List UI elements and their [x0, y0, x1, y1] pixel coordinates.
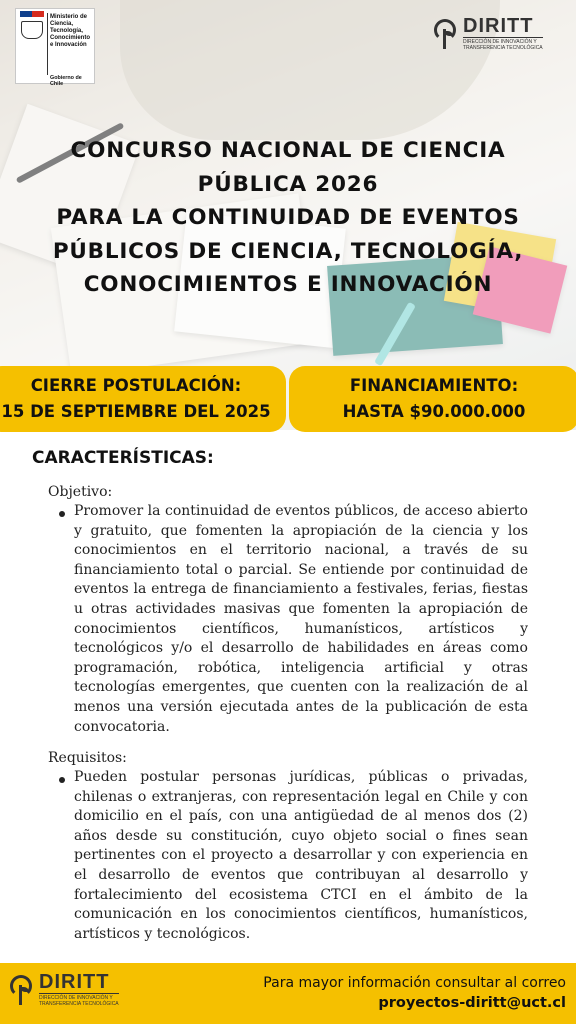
- diritt-logo-bottom: [8, 972, 119, 1007]
- deadline-label: CIERRE POSTULACIÓN:: [30, 376, 242, 395]
- title-line: PÚBLICOS DE CIENCIA, TECNOLOGÍA,: [52, 238, 524, 264]
- diritt-logo-top: [432, 16, 543, 51]
- contact-info-text: Para mayor información consultar al correo: [263, 975, 566, 991]
- diritt-logo-subtitle: DIRECCIÓN DE INNOVACIÓN Y TRANSFERENCIA TECNOLÓGICA: [39, 995, 119, 1007]
- contact-info: [263, 974, 566, 1013]
- title-line: CONCURSO NACIONAL DE CIENCIA: [70, 138, 506, 163]
- requirements-label: Requisitos:: [48, 750, 127, 766]
- page-title: [0, 134, 576, 302]
- objective-label: Objetivo:: [48, 484, 113, 500]
- diritt-logo-name: DIRITT: [39, 971, 110, 993]
- requirements-text: Pueden postular personas jurídicas, públicas o privadas, chilenas o extranjeras, con representación legal en Chile y con domicilio en el país, con una antigüedad de al menos dos (2) años desde su constitución, cuyo objeto social o fines sean pertinentes con el proyecto a desarrollar y con experiencia en el desarrollo de eventos que contribuyan al desarrollo y fortalecimiento del ecosistema CTCI en el ámbito de la comunicación en los conocimientos científicos, humanísticos, artísticos y tecnológicos.: [74, 769, 528, 942]
- diritt-logo-name: DIRITT: [463, 15, 534, 37]
- characteristics-heading: CARACTERÍSTICAS:: [32, 448, 214, 468]
- government-ministry-logo: [15, 8, 95, 87]
- ministry-name: Ministerio de Ciencia, Tecnología, Conocimiento e Innovación: [50, 14, 90, 48]
- funding-badge: [289, 366, 576, 432]
- funding-label: FINANCIAMIENTO:: [349, 376, 519, 395]
- diritt-logo-subtitle: DIRECCIÓN DE INNOVACIÓN Y TRANSFERENCIA TECNOLÓGICA: [463, 39, 543, 51]
- diritt-lightbulb-icon: [432, 19, 460, 49]
- title-line: PARA LA CONTINUIDAD DE EVENTOS: [56, 205, 520, 230]
- bullet-icon: [59, 511, 65, 517]
- title-line: CONOCIMIENTOS E INNOVACIÓN: [83, 272, 493, 297]
- government-name: Gobierno de Chile: [50, 75, 82, 87]
- deadline-badge: [0, 366, 286, 432]
- title-line: PÚBLICA 2026: [197, 171, 379, 197]
- contact-email[interactable]: proyectos-diritt@uct.cl: [378, 995, 566, 1011]
- coat-of-arms-icon: [21, 21, 43, 39]
- deadline-value: 15 DE SEPTIEMBRE DEL 2025: [1, 402, 271, 421]
- diritt-lightbulb-icon: [8, 975, 36, 1005]
- bullet-icon: [59, 777, 65, 783]
- objective-text: Promover la continuidad de eventos públicos, de acceso abierto y gratuito, que fomenten la apropiación de la ciencia y los conocimientos en el territorio nacional, a través de su financiamiento total o parcial. Se entiende por continuidad de eventos la entrega de financiamiento a festivales, ferias, fiestas u otras actividades masivas que fomenten la apropiación de conocimientos científicos, humanísticos, artísticos y tecnológicos y/o el desarrollo de habilidades en áreas como programación, robótica, inteligencia artificial y otras tecnologías emergentes, que cuenten con la realización de al menos una versión ejecutada antes de la publicación de esta convocatoria.: [74, 503, 528, 735]
- funding-value: HASTA $90.000.000: [342, 402, 526, 421]
